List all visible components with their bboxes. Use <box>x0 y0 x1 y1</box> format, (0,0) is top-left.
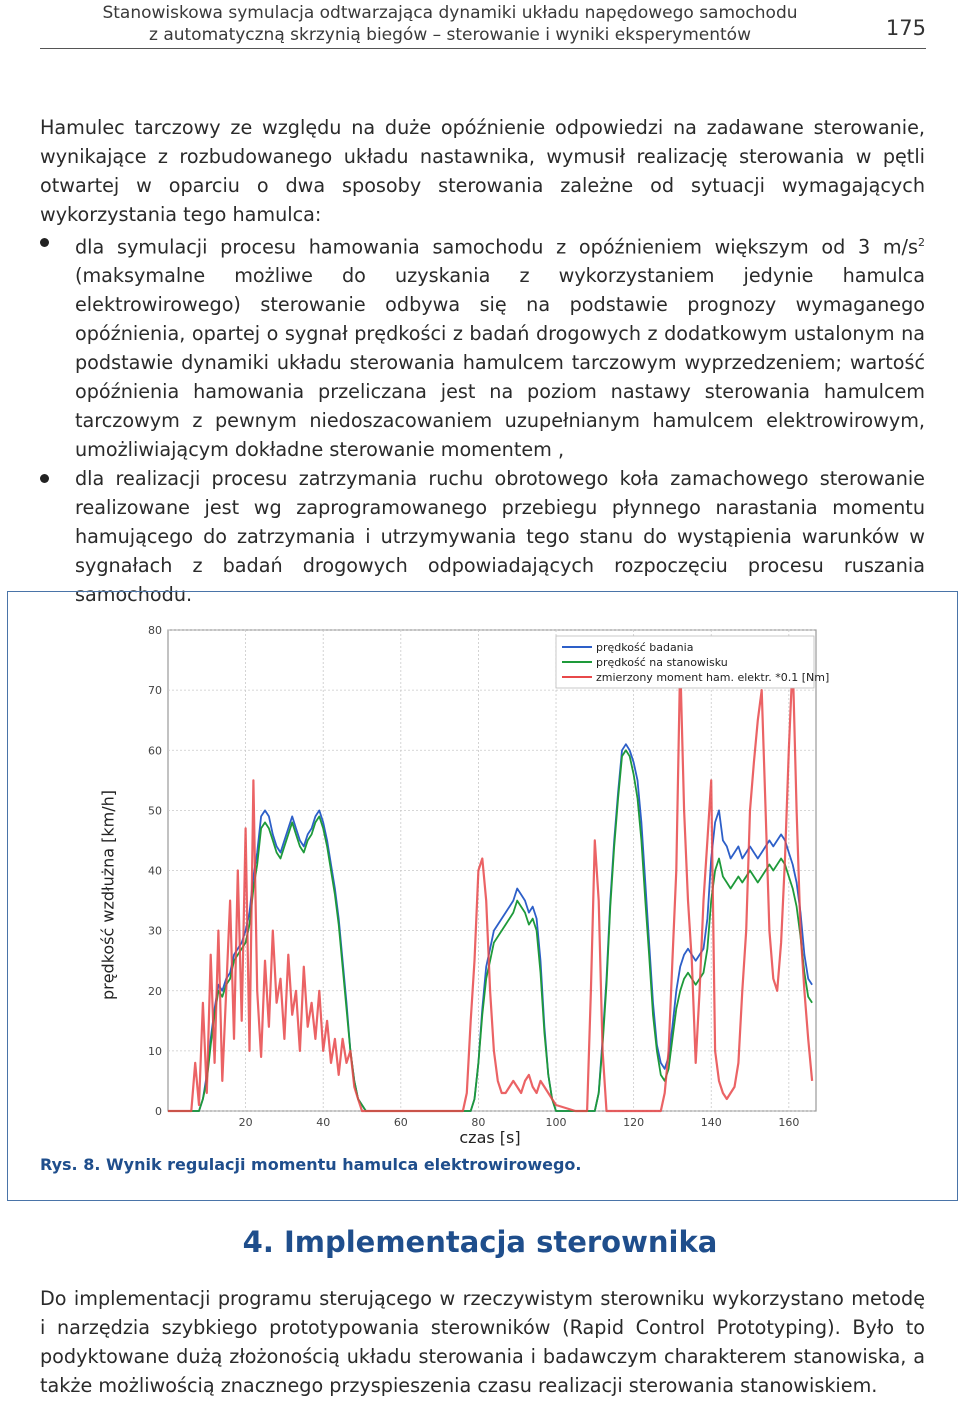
section-heading: 4. Implementacja sterownika <box>242 1225 718 1259</box>
paragraph-implementation: Do implementacji programu sterującego w rzeczywistym sterowniku wykorzystano metodę i narzędzia szybkiego prototypowania sterowników (Rapid Control Prototyping). Było to podyktowane dużą złożonością układu sterowania i badawczym charakterem stanowiska, a także możliwością znacznego przyspieszenia czasu realizacji sterowania stanowiskiem. <box>40 1287 925 1397</box>
x-tick-label: 40 <box>316 1116 331 1129</box>
x-tick-label: 80 <box>471 1116 486 1129</box>
list-item-text-b: (maksymalne możliwe do uzyskania z wykorzystaniem jedynie hamulca elektrowirowego) sterowanie odbywa się na podstawie prognozy wymaganego opóźnienia, opartej o sygnał prędkości z badań drogowych z dodatkowym ustalonym na podstawie dynamiki układu sterowania hamulcem tarczowym wyprzedzeniem; wartość opóźnienia hamowania przeliczana jest na poziom nastawy sterowania hamulcem tarczowym z pewnym niedoszacowaniem uzupełnianym hamulcem elektrowirowym, umożliwiającym dokładne sterowanie momentem , <box>75 264 925 462</box>
y-tick-label: 40 <box>148 864 162 878</box>
x-tick-label: 120 <box>623 1116 645 1129</box>
running-title-line2: z automatyczną skrzynią biegów – sterowanie i wyniki eksperymentów <box>149 25 751 45</box>
legend-label: prędkość na stanowisku <box>596 656 728 669</box>
running-title <box>40 2 860 46</box>
y-tick-label: 20 <box>148 984 162 998</box>
bullet-dot-icon <box>40 238 49 247</box>
chart-legend <box>556 636 829 688</box>
legend-label: prędkość badania <box>596 641 694 654</box>
list-item-text: dla realizacji procesu zatrzymania ruchu obrotowego koła zamachowego sterowanie realizowane jest wg zaprogramowanego przebiegu płynnego narastania momentu hamującego do zatrzymania i utrzymywania tego stanu do wystąpienia warunków w sygnałach z badań drogowych odpowiadających rozpoczęciu procesu ruszania samochodu. <box>75 467 925 607</box>
x-tick-label: 60 <box>393 1116 408 1129</box>
x-tick-label: 140 <box>700 1116 722 1129</box>
header-divider <box>40 48 926 49</box>
y-tick-label: 60 <box>148 744 162 758</box>
x-tick-label: 100 <box>545 1116 567 1129</box>
x-axis-label: czas [s] <box>459 1128 521 1147</box>
x-tick-label: 160 <box>778 1116 800 1129</box>
y-tick-label: 80 <box>148 624 162 637</box>
y-tick-label: 30 <box>148 924 162 938</box>
list-item <box>40 228 925 464</box>
page-number: 175 <box>885 16 926 40</box>
superscript: 2 <box>918 236 925 249</box>
line-chart <box>8 592 959 1202</box>
x-tick-label: 20 <box>238 1116 253 1129</box>
y-tick-label: 70 <box>148 684 162 698</box>
chart-grid <box>168 630 816 1111</box>
y-tick-label: 10 <box>148 1044 162 1058</box>
legend-label: zmierzony moment ham. elektr. *0.1 [Nm] <box>596 671 830 684</box>
y-tick-label: 50 <box>148 804 162 818</box>
list-item <box>40 464 925 609</box>
figure-frame <box>7 591 958 1201</box>
y-axis-label-wrap <box>92 789 124 1001</box>
bullet-dot-icon <box>40 474 49 483</box>
y-tick-label: 0 <box>155 1105 162 1118</box>
bullet-list <box>40 228 925 609</box>
page-header <box>40 0 926 50</box>
list-item-text-a: dla symulacji procesu hamowania samochodu z opóźnieniem większym od 3 m/s <box>75 235 918 259</box>
paragraph-intro: Hamulec tarczowy ze względu na duże opóźnienie odpowiedzi na zadawane sterowanie, wynikające z rozbudowanego układu nastawnika, wymusił realizację sterowania w pętli otwartej w oparciu o dwa sposoby sterowania zależne od sytuacji wymagających wykorzystania tego hamulca: <box>40 116 925 226</box>
running-title-line1: Stanowiskowa symulacja odtwarzająca dynamiki układu napędowego samochodu <box>102 3 798 23</box>
figure-caption: Rys. 8. Wynik regulacji momentu hamulca elektrowirowego. <box>40 1155 582 1174</box>
y-axis-label: prędkość wzdłużna [km/h] <box>98 789 118 1001</box>
